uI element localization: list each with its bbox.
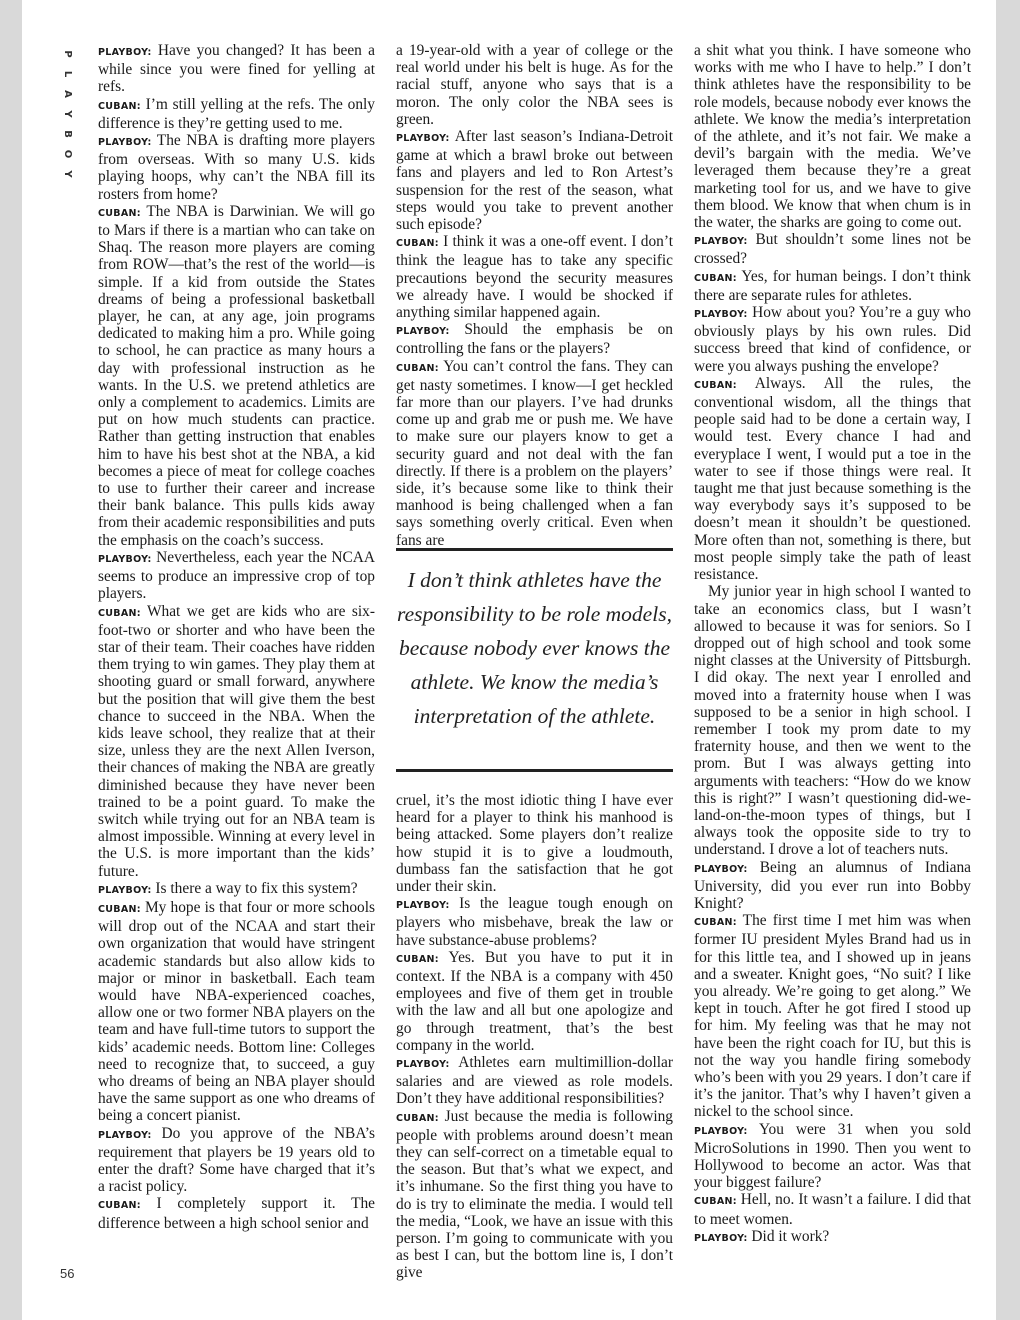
- paragraph-text: Did it work?: [747, 1227, 830, 1245]
- spine-letter: O: [62, 149, 73, 159]
- interview-paragraph: [98, 549, 375, 603]
- paragraph-text: My junior year in high school I wanted to take an economics class, but I wasn’t allowed to because it was for seniors. So I dropped out of high school and took some night classes at the University of Pittsburgh. I did okay. The next year I enrolled and moved into a fraternity house when I was supposed to be a senior in high school. I remember I took my prom date to my fraternity house, and then we went to the prom. But I was always getting into arguments with teachers: “How do we know this is right?” I wasn’t questioning did-we-land-on-the-moon types of things, but I always took the opposite side to try to understand. I drove a lot of teachers nuts.: [694, 583, 971, 859]
- interview-paragraph: [98, 880, 375, 899]
- paragraph-text: What we get are kids who are six-foot-two or shorter and who have been the star of their team. Their coaches have ridden them trying to win games. They play them at shooting guard or small forward, anywhere but the position that will give them the best chance to succeed in the NBA. When the kids leave school, they realize that at their size, unless they are the next Allen Iverson, their chances of making the NBA are greatly diminished because they have never been trained to be a point guard. To make the switch while trying out for an NBA team is almost impossible. Winning at every level in the U.S. is more important than the kids’ future.: [98, 602, 375, 880]
- interview-paragraph: [694, 42, 971, 231]
- spine-title: [60, 44, 74, 184]
- spine-letter: Y: [62, 170, 73, 178]
- paragraph-text: But shouldn’t some lines not be crossed?: [694, 231, 971, 268]
- speaker-label: PLAYBOY:: [98, 47, 152, 58]
- speaker-label: CUBAN:: [98, 100, 141, 112]
- paragraph-text: Hell, no. It wasn’t a failure. I did that to meet women.: [694, 1191, 971, 1228]
- interview-paragraph: [694, 304, 971, 375]
- speaker-label: PLAYBOY:: [396, 133, 450, 145]
- paragraph-text: The first time I met him was when former IU president Myles Brand had us in for this little tea, and I showed up in jeans and a sweater. Knight goes, “No suit? I like you already. We’re going to get along.” We kept in touch. After he got fired I stood up for him. My feeling was that he may not have been the right coach for IU, but this is not the way you handle firing somebody who’s been with you 29 years. I don’t care if it’s the janitor. That’s why I haven’t given a nickel to the school since.: [694, 912, 971, 1121]
- spine-letter: P: [62, 50, 73, 58]
- interview-paragraph: [396, 895, 673, 949]
- spine-letter: L: [62, 70, 73, 78]
- paragraph-text: How about you? You’re a guy who obviously plays by his own rules. Did success breed that kind of confidence, or were you always pushing the envelope?: [694, 304, 971, 375]
- column-3: [694, 42, 971, 1247]
- speaker-label: PLAYBOY:: [694, 863, 748, 875]
- interview-paragraph: [396, 1054, 673, 1108]
- paragraph-text: Athletes earn multimillion-dollar salaries and are viewed as role models. Don’t they have additional responsibilities?: [396, 1054, 673, 1108]
- interview-paragraph: [396, 792, 673, 895]
- paragraph-text: Do you approve of the NBA’s requirement that players be 19 years old to enter the draft? Some have charged that it’s a racist policy.: [98, 1124, 375, 1196]
- interview-paragraph: [396, 42, 673, 128]
- speaker-label: PLAYBOY:: [98, 1129, 152, 1141]
- paragraph-text: Yes, for human beings. I don’t think there are separate rules for athletes.: [694, 267, 971, 304]
- interview-paragraph: [396, 358, 673, 549]
- pull-quote: I don’t think athletes have the responsibility to be role models, because nobody ever knows the athlete. We know the media’s interpretation of the athlete.: [396, 548, 673, 772]
- interview-paragraph: [396, 1108, 673, 1282]
- speaker-label: CUBAN:: [694, 1196, 737, 1208]
- magazine-page: [22, 0, 996, 1320]
- paragraph-text: Yes. But you have to put it in context. If the NBA is a company with 450 employees and five of them get in trouble with the law and all but one apologize and go through treatment, that’s the best company in the world.: [396, 948, 673, 1054]
- interview-paragraph: [694, 583, 971, 858]
- paragraph-text: The NBA is Darwinian. We will go to Mars if there is a martian who can take on Shaq. The reason more players are coming from ROW—that’s the rest of the world—is simple. If a kid from outside the States dreams of being a professional basketball player, he can, at any age, join programs dedicated to making him a pro. While going to school, he can practice as many hours a day with professional instruction as he wants. In the U.S. we pretend athletics are only a complement to academics. Limits are put on how much students can practice. Rather than getting instruction that enables him to have his best shot at the NBA, a kid becomes a piece of meat for college coaches to use to further their career and increase their bank balance. This pulls kids away from their academic responsibilities and puts the emphasis on the coach’s success.: [98, 202, 375, 549]
- interview-paragraph: [694, 231, 971, 267]
- paragraph-text: Is there a way to fix this system?: [151, 879, 358, 897]
- interview-paragraph: [694, 268, 971, 304]
- interview-paragraph: [98, 203, 375, 549]
- interview-paragraph: [694, 859, 971, 913]
- paragraph-text: Nevertheless, each year the NCAA seems to produce an impressive crop of top players.: [98, 548, 375, 603]
- paragraph-text: Is the league tough enough on players who misbehave, break the law or have substance-abuse problems?: [396, 895, 673, 949]
- paragraph-text: Always. All the rules, the conventional wisdom, all the things that people said had to be done a certain way, I would test. Every chance I had and everyplace I went, I would put a toe in the water to see if those things were real. It taught me that just because something is the way everybody says it’s supposed to be doesn’t mean it shouldn’t be questioned. More often than not, something is there, but most people simply take the path of least resistance.: [694, 374, 971, 584]
- interview-paragraph: [694, 912, 971, 1120]
- paragraph-text: I think it was a one-off event. I don’t think the league has to take any specific precautions beyond the security measures we already have. I would be shocked if anything similar happened again.: [396, 233, 673, 322]
- paragraph-text: I completely support it. The difference between a high school senior and: [98, 1195, 375, 1232]
- paragraph-text: a 19-year-old with a year of college or the real world under his belt is huge. As for the racial stuff, anyone who says that is a moron. The only color the NBA sees is green.: [396, 42, 673, 128]
- interview-paragraph: [98, 132, 375, 203]
- paragraph-text: Just because the media is following people with problems around doesn’t mean they can self-correct on a timetable equal to the season. But that’s what we expect, and it’s inhumane. So the first thing you have to do is try to eliminate the media. I would tell the media, “Look, we have an issue with this person. I’m going to communicate with you as best I can, but the bottom line is, I don’t give: [396, 1107, 673, 1282]
- interview-paragraph: [694, 375, 971, 583]
- speaker-label: CUBAN:: [694, 272, 737, 284]
- paragraph-text: I’m still yelling at the refs. The only difference is they’re getting used to me.: [98, 95, 375, 132]
- interview-paragraph: [98, 1195, 375, 1231]
- speaker-label: PLAYBOY:: [694, 236, 748, 248]
- paragraph-text: You can’t control the fans. They can get nasty sometimes. I know—I get heckled far more than our players. I’ve had drunks come up and grab me or push me. We have to make sure our players know to get a security guard and not deal with the fan directly. If there is a problem on the players’ side, it’s because some like to think their manhood is being challenged when a fan says something overly critical. Even when fans are: [396, 357, 673, 549]
- speaker-label: PLAYBOY:: [98, 137, 152, 149]
- speaker-label: CUBAN:: [396, 238, 439, 250]
- speaker-label: PLAYBOY:: [396, 900, 450, 912]
- column-1: [98, 42, 375, 1232]
- interview-paragraph: [694, 1228, 971, 1247]
- speaker-label: CUBAN:: [694, 917, 737, 929]
- interview-paragraph: [396, 321, 673, 357]
- paragraph-text: The NBA is drafting more players from overseas. With so many U.S. kids playing hoops, why can’t the NBA fill its rosters from home?: [98, 132, 375, 203]
- paragraph-text: a shit what you think. I have someone who works with me who I have to help.” I don’t think athletes have the responsibility to be role models, because nobody ever knows the athlete. We know the media’s interpretation of the athlete, and it’s not fair. We make a devil’s bargain with the media. We’ve leveraged them because they’re a great marketing tool for us, and we have to give them blood. We know that when chum is in the water, the sharks are going to come out.: [694, 42, 971, 232]
- paragraph-text: You were 31 when you sold MicroSolutions in 1990. Then you went to Hollywood to become an actor. Was that your biggest failure?: [694, 1120, 971, 1192]
- speaker-label: CUBAN:: [396, 1112, 439, 1124]
- paragraph-text: Have you changed? It has been a while since you were fined for yelling at refs.: [98, 42, 375, 96]
- speaker-label: PLAYBOY:: [396, 326, 450, 338]
- paragraph-text: cruel, it’s the most idiotic thing I have ever heard for a player to think his manhood is being attacked. Some players don’t realize how stupid it is to give a loudmouth, dumbass fan the satisfaction that he got under their skin.: [396, 792, 673, 896]
- interview-paragraph: [98, 899, 375, 1125]
- speaker-label: CUBAN:: [98, 903, 141, 915]
- speaker-label: PLAYBOY:: [98, 884, 152, 896]
- spine-letter: Y: [62, 110, 73, 118]
- spine-letter: B: [62, 130, 73, 138]
- paragraph-text: Being an alumnus of Indiana University, did you ever run into Bobby Knight?: [694, 858, 971, 912]
- speaker-label: CUBAN:: [396, 362, 439, 374]
- speaker-label: CUBAN:: [98, 207, 141, 219]
- paragraph-text: Should the emphasis be on controlling the fans or the players?: [396, 321, 673, 358]
- interview-paragraph: [98, 603, 375, 880]
- column-2-top: [396, 42, 673, 549]
- interview-paragraph: [694, 1191, 971, 1227]
- speaker-label: PLAYBOY:: [694, 1125, 748, 1137]
- interview-paragraph: [396, 128, 673, 233]
- interview-paragraph: [98, 96, 375, 132]
- page-number: 56: [60, 1266, 75, 1281]
- speaker-label: PLAYBOY:: [396, 1059, 450, 1071]
- interview-paragraph: [98, 42, 375, 96]
- speaker-label: CUBAN:: [396, 953, 439, 965]
- spine-letter: A: [62, 90, 73, 98]
- interview-paragraph: [396, 949, 673, 1054]
- interview-paragraph: [694, 1121, 971, 1192]
- speaker-label: PLAYBOY:: [694, 309, 748, 321]
- paragraph-text: My hope is that four or more schools will drop out of the NCAA and start their own organization that would have stringent academic standards but also allow kids to major or minor in basketball. Each team would have NBA-experienced coaches, allow one or two former NBA players on the team and have full-time tutors to support the kids’ academic needs. Bottom line: Colleges need to recognize that, to succeed, a guy who dreams of being an NBA player should have the same support as one who dreams of being a concert pianist.: [98, 898, 375, 1125]
- speaker-label: PLAYBOY:: [694, 1232, 748, 1244]
- interview-paragraph: [98, 1125, 375, 1196]
- speaker-label: CUBAN:: [98, 1200, 141, 1212]
- speaker-label: PLAYBOY:: [98, 553, 152, 565]
- speaker-label: CUBAN:: [98, 607, 141, 619]
- speaker-label: CUBAN:: [694, 379, 737, 391]
- interview-paragraph: [396, 233, 673, 321]
- paragraph-text: After last season’s Indiana-Detroit game at which a brawl broke out between fans and players and led to Ron Artest’s suspension for the rest of the season, what steps would you take to prevent another such episode?: [396, 128, 673, 234]
- column-2-bottom: [396, 792, 673, 1282]
